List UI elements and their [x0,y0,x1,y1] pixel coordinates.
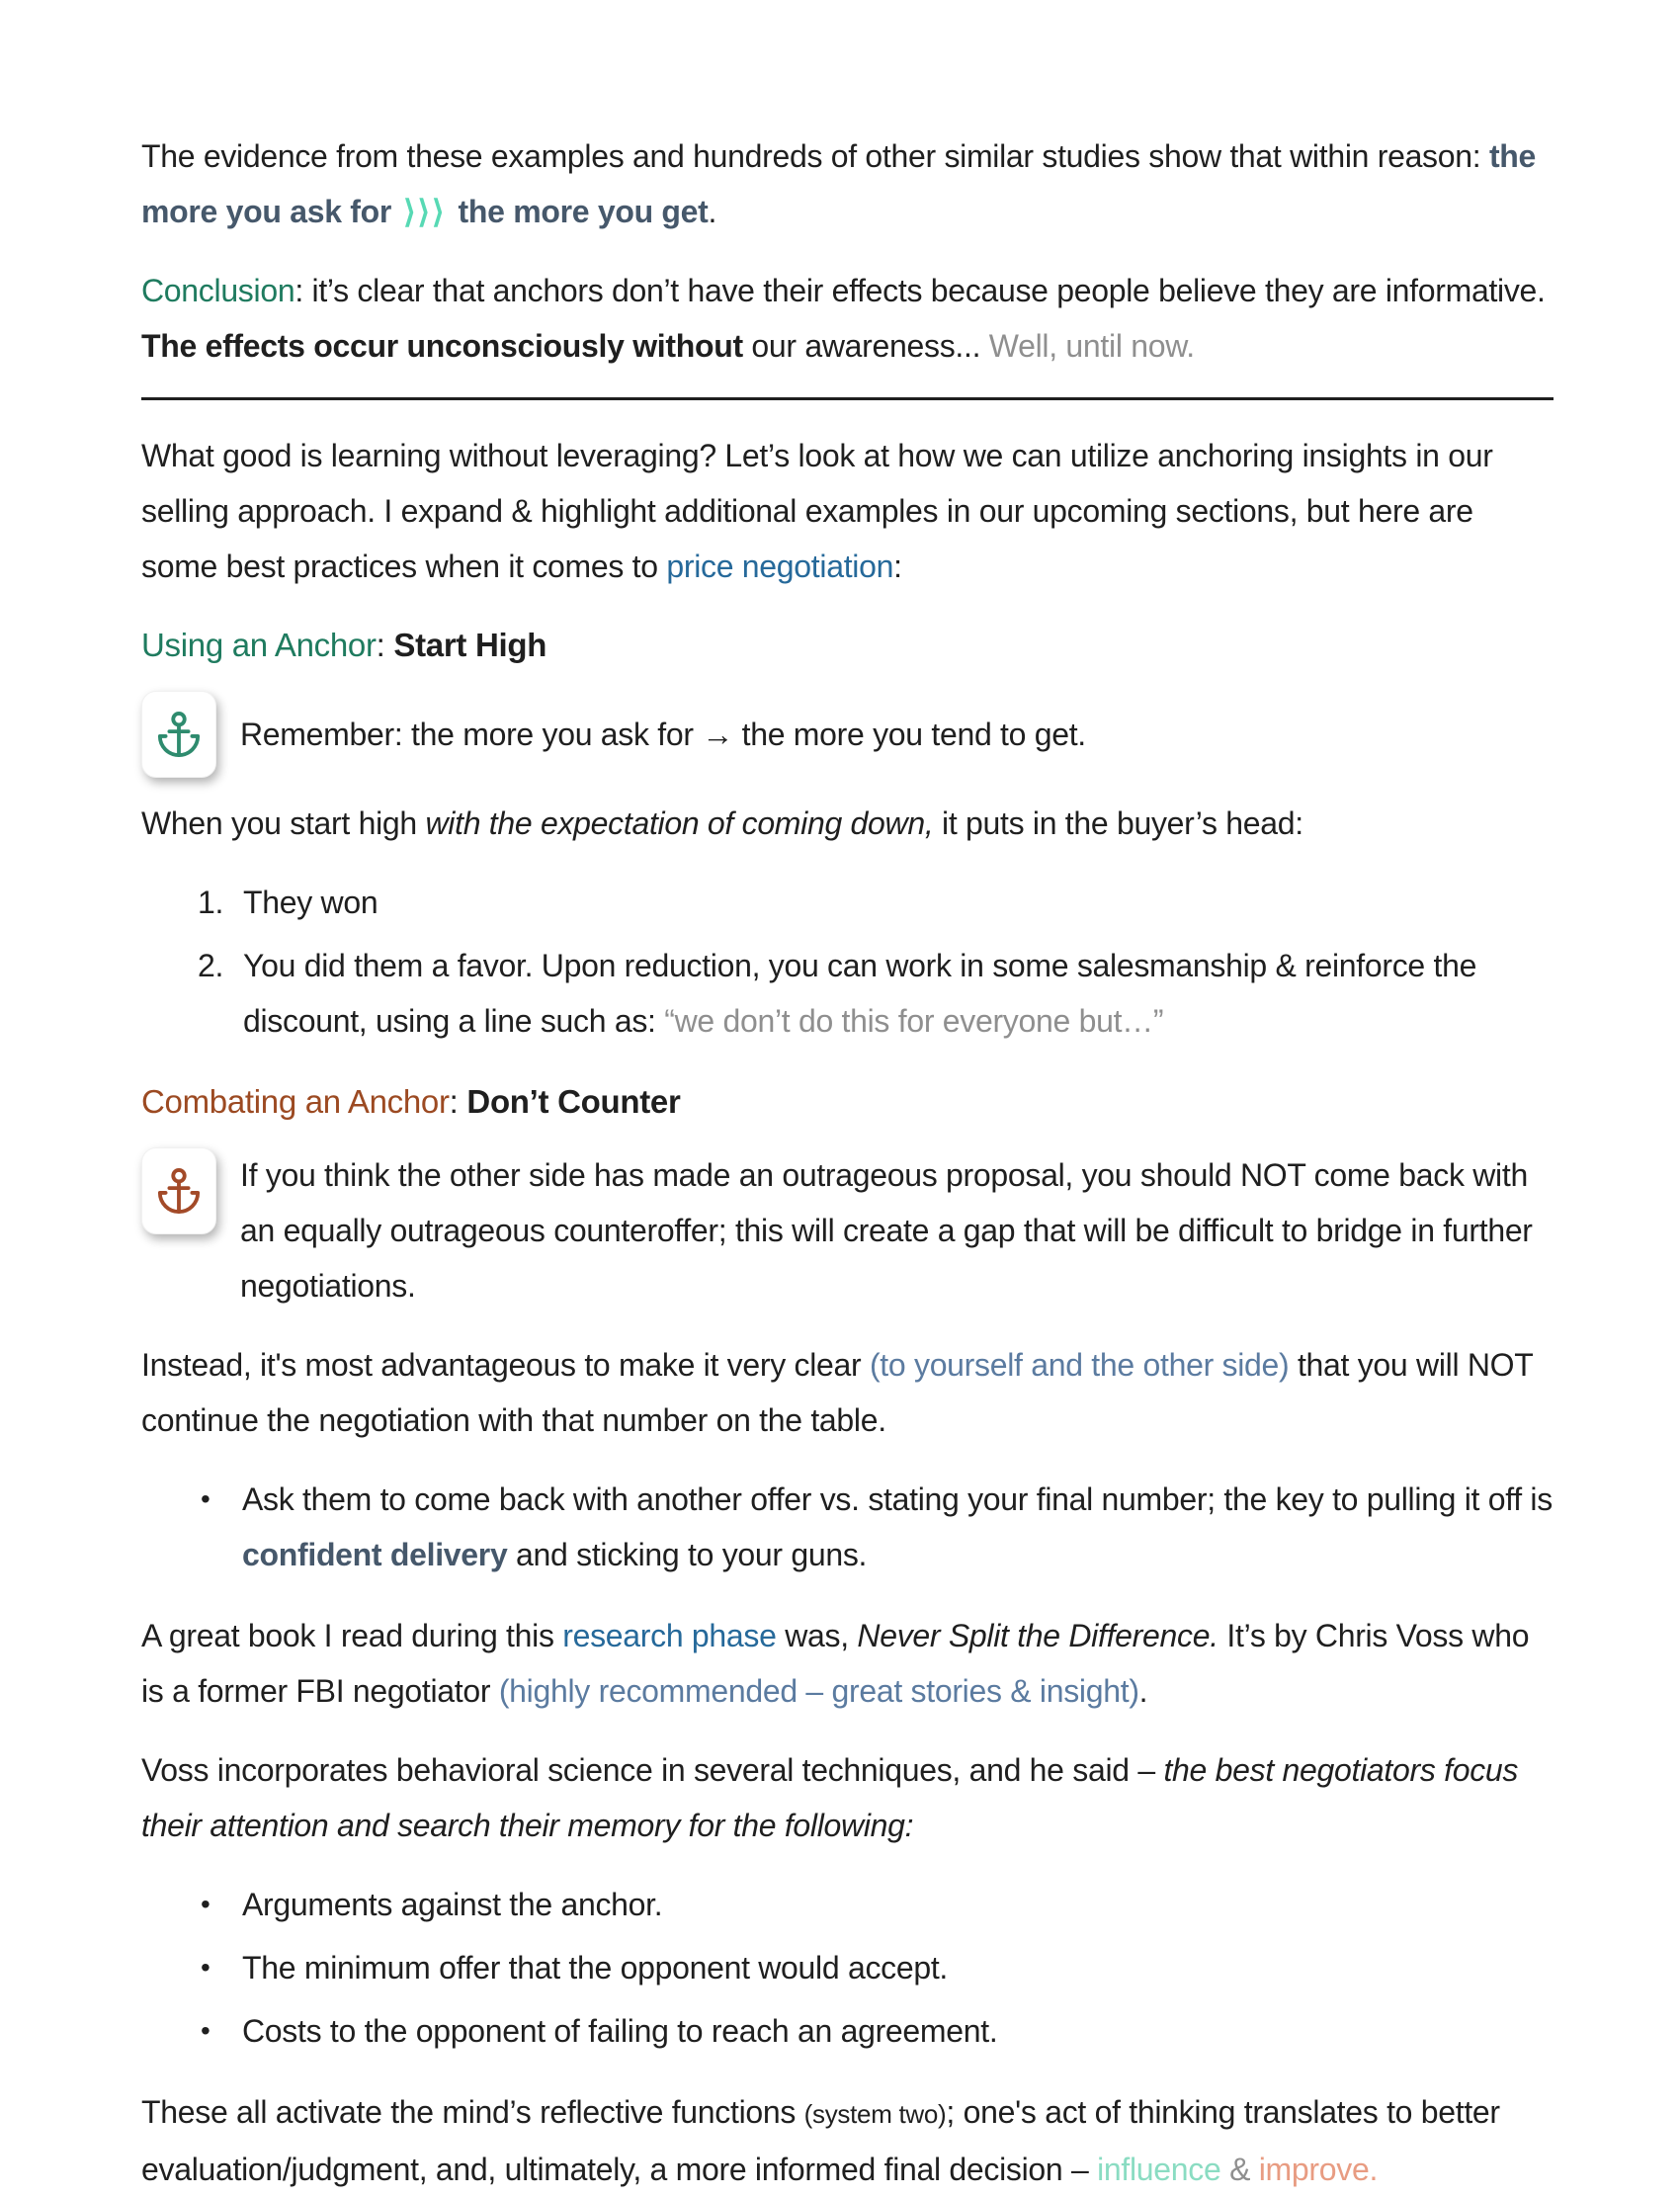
text-run: : [893,549,902,584]
list-item [141,1877,1554,1932]
link-research-phase[interactable]: research phase [562,1618,777,1653]
text-run: Ask them to come back with another offer vs. stating your final number; the key to pulling it off is [242,1481,1553,1517]
highlight-confident-delivery: confident delivery [242,1537,508,1572]
text-run-bold: The effects occur unconsciously without [141,328,743,364]
text-run: Voss incorporates behavioral science in several techniques, and he said – [141,1752,1164,1788]
text-run: and sticking to your guns. [507,1537,868,1572]
text-run: What good is learning without leveraging? Let’s look at how we can utilize anchoring insights in our selling approach. I expand & highlight additional examples in our upcoming sections, but here are some best practices when it comes to [141,438,1493,584]
brand-word-improve: improve. [1258,2152,1379,2187]
callout-dont-counter [141,1147,1554,1313]
paragraph-voss [141,1742,1554,1853]
list-item [141,2003,1554,2059]
highlight-more-you-ask: the more you ask for [141,138,1537,229]
list-item-text [243,875,1554,930]
conclusion-label: Conclusion [141,273,295,308]
heading-label-green: Using an Anchor [141,627,377,663]
bullet-list-voss [141,1877,1554,2059]
numbered-list [141,875,1554,1049]
bullet-icon: • [201,1952,210,1983]
bullet-icon: • [201,1483,210,1514]
text-run: The evidence from these examples and hundreds of other similar studies show that within reason: [141,138,1489,174]
anchor-icon-glyph [156,707,202,762]
text-run: was, [776,1618,858,1653]
text-run: our awareness... [742,328,989,364]
bullet-list-ask [141,1472,1554,1582]
text-run: : [376,627,394,663]
text-run: Arguments against the anchor. [242,1887,663,1922]
text-run: You did them a favor. Upon reduction, you can work in some salesmanship & reinforce the discount, using a line such as: [243,948,1477,1039]
text-run: Costs to the opponent of failing to reach an agreement. [242,2013,998,2049]
paragraph-system-two [141,2084,1554,2197]
heading-label-bold: Start High [393,627,547,663]
heading-label-rust: Combating an Anchor [141,1083,450,1120]
list-item-text [242,1877,1554,1932]
text-run-aside: (highly recommended – great stories & insight) [498,1673,1139,1709]
text-run: It’s by Chris Voss who is a former FBI negotiator [141,1618,1530,1709]
paragraph-great-book [141,1608,1554,1719]
text-run: : it’s clear that anchors don’t have their effects because people believe they are informative. [294,273,1546,308]
text-run-muted: Well, until now. [988,328,1195,364]
list-item [141,1940,1554,1995]
triple-chevron-icon: ⟩⟩⟩ [403,194,447,229]
bullet-icon: • [201,2015,210,2046]
list-item-text [242,2003,1554,2059]
bullet-icon: • [201,1889,210,1919]
list-item [141,1472,1554,1582]
text-run: ; one's act of thinking translates to better evaluation/judgment, and, ultimately, a more informed final decision – [141,2094,1500,2187]
callout-text-remember [240,707,1554,762]
highlight-more-you-get: the more you get [458,194,709,229]
callout-start-high [141,691,1554,778]
text-run-italic: with the expectation of coming down, [425,805,934,841]
paragraph-start-high [141,796,1554,851]
anchor-icon [141,691,216,778]
text-run: A great book I read during this [141,1618,563,1653]
brand-ampersand: & [1220,2152,1259,2187]
list-number: 2. [198,948,224,983]
text-run: They won [243,885,378,920]
paragraph-conclusion [141,263,1554,374]
list-item-text [243,938,1554,1049]
heading-combating-an-anchor [141,1074,1554,1130]
text-run-aside: (to yourself and the other side) [869,1347,1290,1383]
text-run: . [708,194,717,229]
text-run: that you will NOT continue the negotiation with that number on the table. [141,1347,1533,1438]
text-run-italic: the best negotiators focus their attention and search their memory for the following: [141,1752,1519,1843]
list-item [141,938,1554,1049]
text-run: If you think the other side has made an outrageous proposal, you should NOT come back with an equally outrageous counteroffer; this will create a gap that will be difficult to bridge in further negotiations. [240,1157,1533,1304]
text-run: : [449,1083,467,1120]
paragraph-leveraging [141,428,1554,594]
text-run-quote-muted: “we don’t do this for everyone but…” [664,1003,1164,1039]
anchor-icon-glyph [156,1163,202,1219]
brand-word-influence: influence [1097,2152,1221,2187]
text-run-small: (system two) [803,2099,947,2129]
heading-using-an-anchor [141,618,1554,673]
text-run: When you start high [141,805,426,841]
link-price-negotiation[interactable]: price negotiation [666,549,894,584]
section-divider [141,397,1554,400]
heading-label-bold: Don’t Counter [466,1083,681,1120]
text-run: Remember: the more you ask for → the more you tend to get. [240,717,1086,752]
text-run: Instead, it's most advantageous to make it very clear [141,1347,870,1383]
list-number: 1. [198,885,224,920]
text-run: it puts in the buyer’s head: [933,805,1303,841]
paragraph-instead [141,1337,1554,1448]
text-run: These all activate the mind’s reflective functions [141,2094,804,2130]
anchor-icon [141,1147,216,1234]
paragraph-evidence [141,128,1554,239]
list-item-text [242,1940,1554,1995]
text-run: The minimum offer that the opponent would accept. [242,1950,949,1986]
book-title-italic: Never Split the Difference. [857,1618,1218,1653]
list-item [141,875,1554,930]
list-item-text [242,1472,1554,1582]
text-run: . [1138,1673,1148,1709]
callout-text-outrageous [240,1147,1554,1313]
